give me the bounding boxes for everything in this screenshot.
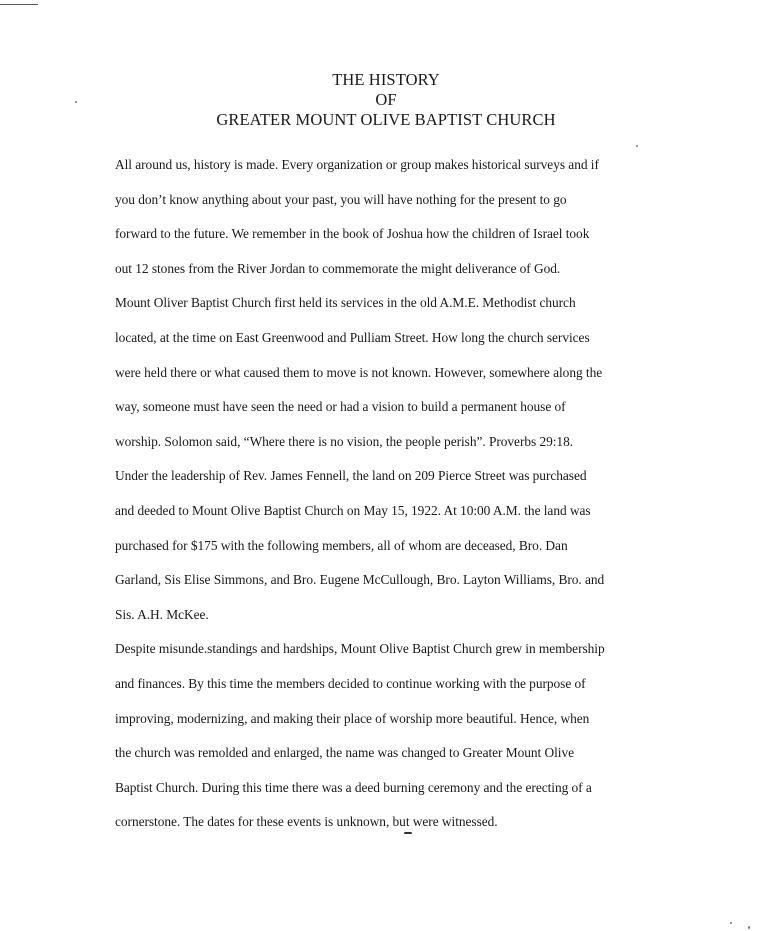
body-line: way, someone must have seen the need or had a vision to build a permanent house of [115, 399, 566, 415]
corner-scan-mark [0, 4, 38, 5]
scan-speck [636, 145, 638, 147]
body-line: Despite misunde.standings and hardships, Mount Olive Baptist Church grew in membership [115, 641, 605, 657]
body-line: Sis. A.H. McKee. [115, 606, 209, 622]
title-line-1: THE HISTORY [332, 70, 440, 89]
body-line: and deeded to Mount Olive Baptist Church on May 15, 1922. At 10:00 A.M. the land was [115, 502, 591, 518]
title-line-2: OF [375, 90, 397, 109]
body-line: out 12 stones from the River Jordan to commemorate the might deliverance of God. [115, 260, 561, 276]
body-line: located, at the time on East Greenwood and Pulliam Street. How long the church services [115, 329, 590, 345]
document-title [0, 70, 758, 130]
body-line: forward to the future. We remember in the book of Joshua how the children of Israel took [115, 226, 590, 242]
body-line: Under the leadership of Rev. James Fennell, the land on 209 Pierce Street was purchased [115, 468, 587, 484]
body-line: cornerstone. The dates for these events is unknown, but were witnessed. [115, 814, 498, 830]
body-line: Garland, Sis Elise Simmons, and Bro. Eugene McCullough, Bro. Layton Williams, Bro. and [115, 572, 605, 588]
body-line: All around us, history is made. Every organization or group makes historical surveys and if [115, 157, 599, 172]
scan-speck [730, 922, 732, 924]
title-line-3: GREATER MOUNT OLIVE BAPTIST CHURCH [216, 110, 556, 129]
body-line: you don’t know anything about your past, you will have nothing for the present to go [115, 191, 567, 207]
body-line: Mount Oliver Baptist Church first held its services in the old A.M.E. Methodist church [115, 295, 576, 311]
body-line: improving, modernizing, and making their place of worship more beautiful. Hence, when [115, 710, 590, 726]
body-line: worship. Solomon said, “Where there is no vision, the people perish”. Proverbs 29:18. [115, 433, 574, 449]
body-line: the church was remolded and enlarged, the name was changed to Greater Mount Olive [115, 745, 574, 761]
scan-speck [748, 926, 750, 929]
body-line: purchased for $175 with the following members, all of whom are deceased, Bro. Dan [115, 537, 568, 553]
body-line: were held there or what caused them to move is not known. However, somewhere along the [115, 364, 603, 380]
body-line: and finances. By this time the members decided to continue working with the purpose of [115, 675, 586, 691]
document-body [115, 148, 675, 840]
body-line: Baptist Church. During this time there was a deed burning ceremony and the erecting of a [115, 779, 592, 795]
